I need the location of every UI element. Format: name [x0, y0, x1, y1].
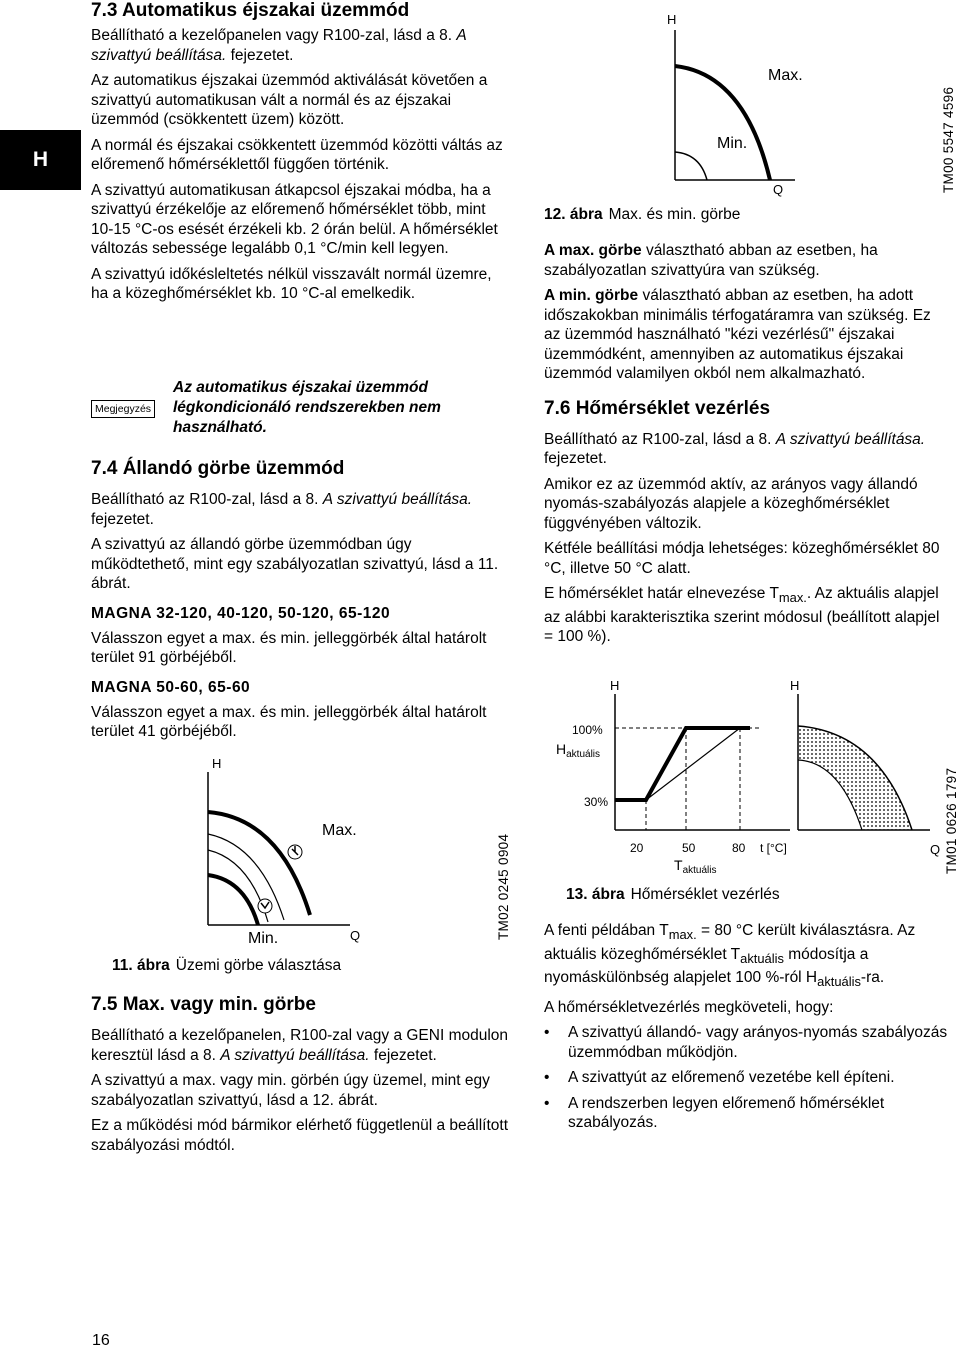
list-item: • A rendszerben legyen előremenő hőmérséklet szabályozás. — [544, 1094, 960, 1133]
t-actual-label: $T_{aktuális}$ — [674, 857, 717, 876]
left-column — [91, 0, 511, 310]
language-tab: H — [0, 130, 81, 190]
note-label: Megjegyzés — [91, 400, 155, 418]
right-column — [544, 241, 944, 653]
tick-50: 50 — [682, 841, 696, 855]
dial-icon — [258, 899, 272, 913]
paragraph: Kétféle beállítási módja lehetséges: közeghőmérséklet 80 °C, illetve 50 °C alatt. — [544, 540, 940, 577]
tick-20: 20 — [630, 841, 644, 855]
paragraph: Beállítható a kezelőpanelen, R100-zal vagy a GENI modulon keresztül lásd a 8. A szivattyú beállítása. fejezetet. — [91, 1027, 509, 1064]
axis-q-label: Q — [350, 928, 361, 943]
axis-q-label: Q — [930, 842, 941, 857]
axis-h-label: H — [610, 678, 620, 693]
figure-11-diagram — [190, 750, 390, 950]
paragraph: A szivattyú a max. vagy min. görbén úgy üzemel, mint egy szabályozatlan szivattyú, lásd a 12. ábrát. — [91, 1072, 490, 1109]
paragraph: A szivattyú automatikusan átkapcsol éjszakai módba, ha a szivattyú érzékelője az előremenő hőmérséklet több, mint 10-15 °C-os esését érzékeli kb. 2 órán belül. A hőmérséklet változás sebessége legalább 0,1 °C/min kell legyen. — [91, 181, 498, 257]
paragraph: A max. görbe választható abban az esetben, ha szabályozatlan szivattyúra van szükség. — [544, 242, 878, 279]
paragraph: A hőmérsékletvezérlés megköveteli, hogy: — [544, 998, 834, 1016]
paragraph: A fenti példában $T_{max.} = 80$ °C került kiválasztásra. Az aktuális közeghőmérséklet $T_{aktuális}$ módosítja a nyomáskülönbség alapjelet 100 %-ról $H_{aktuális}-ra$. — [544, 922, 916, 990]
figure-11-caption: 11. ábra Üzemi görbe választása — [112, 957, 342, 974]
magna-group-2-title: MAGNA 50-60, 65-60 — [91, 678, 251, 696]
section-7-6-title: 7.6 Hőmérséklet vezérlés — [544, 397, 771, 419]
axis-h-label-right: H — [790, 678, 800, 693]
section-7-4-title: 7.4 Állandó görbe üzemmód — [91, 458, 345, 479]
t-unit-label: t [°C] — [760, 841, 787, 855]
list-item: • A szivattyút az előremenő vezetébe kell építeni. — [544, 1068, 960, 1088]
section-7-3-title: 7.3 Automatikus éjszakai üzemmód — [91, 0, 410, 21]
tick-80: 80 — [732, 841, 746, 855]
axis-h-label: H — [212, 756, 222, 771]
axis-q-label: Q — [773, 182, 784, 197]
figure-12-caption: 12. ábra Max. és min. görbe — [544, 206, 741, 223]
figure-13-caption: 13. ábra Hőmérséklet vezérlés — [566, 886, 780, 903]
max-label: Max. — [768, 67, 803, 84]
section-7-5 — [91, 994, 511, 1161]
paragraph: Az automatikus éjszakai üzemmód aktiválását követően a szivattyú automatikusan vált a normál és az éjszakai üzemmód (csökkentett üzem) között. — [91, 72, 488, 128]
page-number: 16 — [92, 1332, 110, 1349]
right-column-lower — [544, 921, 960, 1139]
list-item: • A szivattyú állandó- vagy arányos-nyomás szabályozás üzemmódban működjön. — [544, 1023, 960, 1062]
paragraph: A min. görbe választható abban az esetben, ha adott időszakokban minimális térfogatáramra van szükség. Ez az üzemmód használható "kézi vezérlésű" éjszakai üzemmódként, amennyiben az automatikus éjszakai üzemmód valamilyen okból nem alkalmazható. — [544, 287, 931, 382]
paragraph: Amikor ez az üzemmód aktív, az arányos vagy állandó nyomás-szabályozás alapjele a közeghőmérséklet függvényében változik. — [544, 475, 918, 532]
figure-13-code: TM01 0626 1797 — [944, 767, 959, 874]
max-label: Max. — [322, 822, 357, 839]
paragraph: E hőmérséklet határ elnevezése $T_{max.}$. Az aktuális alapjel az alábbi karakterisztika szerint módosul (beállított alapjel = 100 %). — [544, 585, 940, 646]
note-text: Az automatikus éjszakai üzemmód légkondicionáló rendszerekben nem használható. — [173, 379, 441, 436]
paragraph: Válasszon egyet a max. és min. jelleggörbék által határolt terület 41 görbéjéből. — [91, 703, 487, 740]
paragraph: Beállítható a kezelőpanelen vagy R100-zal, lásd a 8. A szivattyú beállítása. fejezetet. — [91, 27, 467, 64]
figure-12-code: TM00 5547 4596 — [941, 86, 956, 193]
paragraph: Válasszon egyet a max. és min. jelleggörbék által határolt terület 91 görbéjéből. — [91, 629, 487, 666]
magna-group-1-title: MAGNA 32-120, 40-120, 50-120, 65-120 — [91, 604, 391, 622]
left-column-lower — [91, 458, 511, 748]
paragraph: A normál és éjszakai csökkentett üzemmód közötti váltás az előremenő hőmérséklettől függően történik. — [91, 136, 503, 173]
figure-13-diagram — [550, 672, 960, 882]
percent-30-label: 30% — [584, 795, 609, 809]
requirements-list — [544, 1023, 960, 1133]
paragraph: Ez a működési mód bármikor elérhető függetlenül a beállított szabályozási módtól. — [91, 1117, 509, 1154]
axis-h-label: H — [667, 12, 677, 27]
min-label: Min. — [717, 135, 748, 152]
paragraph: A szivattyú az állandó görbe üzemmódban úgy működtethető, mint egy szabályozatlan szivattyú, lásd a 11. ábrát. — [91, 536, 499, 592]
section-7-5-title: 7.5 Max. vagy min. görbe — [91, 994, 316, 1015]
min-label: Min. — [248, 930, 279, 947]
paragraph: A szivattyú időkésleltetés nélkül visszavált normál üzemre, ha a közeghőmérséklet kb. 10 °C-al emelkedik. — [91, 265, 492, 302]
dial-icon — [288, 845, 302, 859]
h-actual-label: $H_{aktuális}$ — [556, 741, 601, 760]
paragraph: Beállítható az R100-zal, lásd a 8. A szivattyú beállítása. fejezetet. — [91, 491, 473, 528]
percent-100-label: 100% — [572, 723, 603, 737]
figure-12-diagram — [655, 8, 805, 198]
paragraph: Beállítható az R100-zal, lásd a 8. A szivattyú beállítása. fejezetet. — [544, 430, 926, 467]
figure-11-code: TM02 0245 0904 — [496, 833, 511, 940]
